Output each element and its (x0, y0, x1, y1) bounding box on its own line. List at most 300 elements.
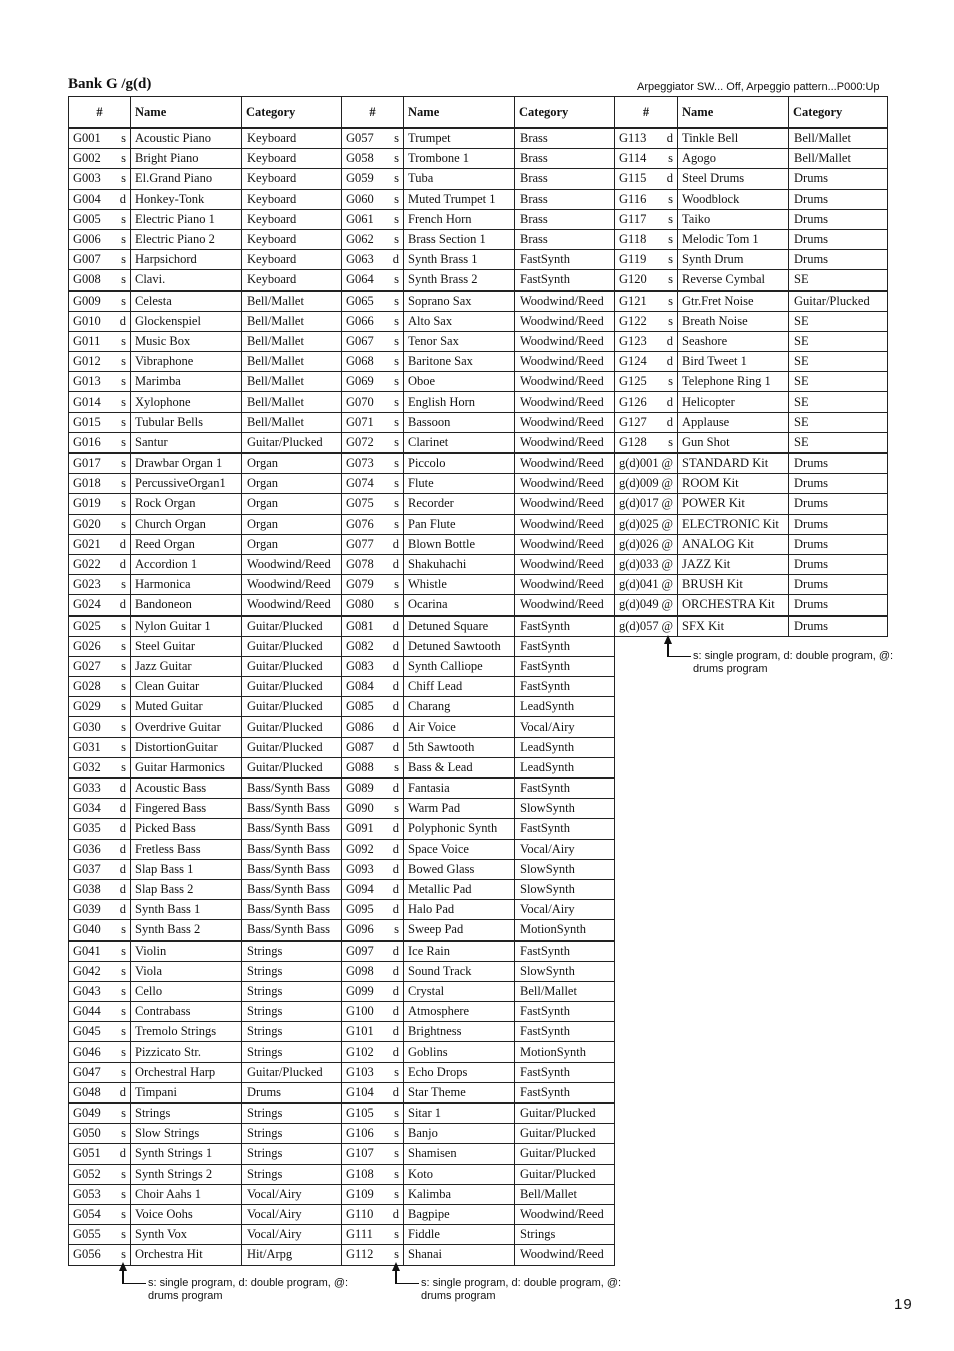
table-row (342, 859, 615, 879)
program-category: Drums (789, 209, 888, 229)
program-category: Bass/Synth Bass (242, 900, 342, 920)
program-number: G117 (615, 209, 662, 229)
program-type: d (116, 311, 131, 331)
program-category: Woodwind/Reed (515, 554, 615, 574)
program-type: s (389, 1124, 404, 1144)
program-name: English Horn (404, 392, 515, 412)
program-type: d (389, 1022, 404, 1042)
program-name: Reverse Cymbal (678, 270, 789, 291)
program-number: G005 (69, 209, 116, 229)
table-row (69, 717, 342, 737)
program-name: DistortionGuitar (131, 737, 242, 757)
program-category: Bass/Synth Bass (242, 920, 342, 941)
program-type: s (389, 352, 404, 372)
table-row (69, 1164, 342, 1184)
table-row (342, 1245, 615, 1265)
program-category: FastSynth (515, 656, 615, 676)
program-type: d (389, 717, 404, 737)
program-name: Shakuhachi (404, 554, 515, 574)
program-category: Bass/Synth Bass (242, 819, 342, 839)
table-row (69, 900, 342, 920)
program-category: LeadSynth (515, 737, 615, 757)
program-name: Sweep Pad (404, 920, 515, 941)
program-type: d (116, 799, 131, 819)
program-number: g(d)041 (615, 575, 662, 595)
program-type: @ (662, 595, 678, 616)
program-number: G090 (342, 799, 389, 819)
program-number: G067 (342, 331, 389, 351)
program-number: G083 (342, 656, 389, 676)
program-type: s (389, 189, 404, 209)
program-category: Keyboard (242, 229, 342, 249)
program-number: G092 (342, 839, 389, 859)
program-category: Drums (789, 453, 888, 474)
program-category: Bell/Mallet (242, 372, 342, 392)
program-number: G053 (69, 1184, 116, 1204)
table-row (342, 819, 615, 839)
program-name: SFX Kit (678, 616, 789, 637)
table-row (342, 920, 615, 941)
program-name: Timpani (131, 1082, 242, 1103)
program-name: El.Grand Piano (131, 169, 242, 189)
table-row (342, 1082, 615, 1103)
program-type: d (389, 554, 404, 574)
program-category: Drums (789, 189, 888, 209)
program-category: Guitar/Plucked (242, 697, 342, 717)
program-category: FastSynth (515, 941, 615, 962)
program-category: Woodwind/Reed (242, 554, 342, 574)
table-row (342, 677, 615, 697)
program-type: d (116, 859, 131, 879)
program-type: @ (662, 616, 678, 637)
program-number: G021 (69, 534, 116, 554)
program-category: Drums (242, 1082, 342, 1103)
program-name: Brightness (404, 1022, 515, 1042)
program-type: s (389, 432, 404, 453)
table-row (342, 595, 615, 616)
program-name: Pan Flute (404, 514, 515, 534)
program-type: @ (662, 534, 678, 554)
program-name: Strings (131, 1103, 242, 1124)
table-row (615, 514, 888, 534)
table-row (69, 819, 342, 839)
program-name: Tremolo Strings (131, 1022, 242, 1042)
table-row (615, 229, 888, 249)
program-name: Tenor Sax (404, 331, 515, 351)
program-name: Reed Organ (131, 534, 242, 554)
table-row (342, 778, 615, 799)
program-number: g(d)017 (615, 494, 662, 514)
program-number: G034 (69, 799, 116, 819)
program-name: Steel Drums (678, 169, 789, 189)
program-number: G061 (342, 209, 389, 229)
table-row (342, 291, 615, 312)
table-row (615, 270, 888, 291)
table-row (615, 432, 888, 453)
program-type: d (389, 1042, 404, 1062)
program-type: s (389, 128, 404, 149)
program-category: Organ (242, 514, 342, 534)
program-number: G105 (342, 1103, 389, 1124)
table-row (615, 331, 888, 351)
program-number: G039 (69, 900, 116, 920)
program-name: Bright Piano (131, 149, 242, 169)
program-type: s (389, 453, 404, 474)
program-number: G002 (69, 149, 116, 169)
program-type: s (389, 1225, 404, 1245)
program-type: s (662, 189, 678, 209)
program-number: G036 (69, 839, 116, 859)
program-type: s (116, 149, 131, 169)
program-category: Guitar/Plucked (242, 1062, 342, 1082)
table-row (69, 1144, 342, 1164)
table-row (342, 412, 615, 432)
program-number: G101 (342, 1022, 389, 1042)
program-number: G094 (342, 879, 389, 899)
program-number: G118 (615, 229, 662, 249)
program-number: G097 (342, 941, 389, 962)
program-category: Guitar/Plucked (242, 717, 342, 737)
program-type: s (662, 432, 678, 453)
program-name: Koto (404, 1164, 515, 1184)
program-category: Drums (789, 575, 888, 595)
program-name: Clarinet (404, 432, 515, 453)
program-number: G046 (69, 1042, 116, 1062)
program-number: G049 (69, 1103, 116, 1124)
table-row (69, 575, 342, 595)
program-number: G032 (69, 757, 116, 778)
table-row (342, 331, 615, 351)
program-type: s (662, 250, 678, 270)
table-row (69, 1042, 342, 1062)
table-row (615, 595, 888, 616)
program-type: s (662, 291, 678, 312)
table-row (615, 412, 888, 432)
program-number: G041 (69, 941, 116, 962)
program-name: Recorder (404, 494, 515, 514)
program-number: G011 (69, 331, 116, 351)
table-row (342, 554, 615, 574)
table-row (69, 737, 342, 757)
program-type: s (116, 209, 131, 229)
program-name: Glockenspiel (131, 311, 242, 331)
program-category: Drums (789, 229, 888, 249)
program-category: SE (789, 270, 888, 291)
program-name: Harmonica (131, 575, 242, 595)
program-category: Keyboard (242, 169, 342, 189)
program-name: Vibraphone (131, 352, 242, 372)
program-number: G074 (342, 474, 389, 494)
program-type: d (389, 778, 404, 799)
program-category: Bell/Mallet (242, 331, 342, 351)
table-row (342, 1022, 615, 1042)
program-type: s (389, 799, 404, 819)
table-row (615, 554, 888, 574)
program-type: s (116, 1103, 131, 1124)
program-type: s (389, 372, 404, 392)
program-type: s (116, 291, 131, 312)
program-name: Baritone Sax (404, 352, 515, 372)
program-category: Strings (242, 1002, 342, 1022)
program-type: s (116, 432, 131, 453)
program-number: g(d)057 (615, 616, 662, 637)
program-number: G047 (69, 1062, 116, 1082)
program-category: FastSynth (515, 778, 615, 799)
program-category: Bell/Mallet (242, 311, 342, 331)
program-type: s (116, 636, 131, 656)
program-number: G013 (69, 372, 116, 392)
program-type: d (389, 900, 404, 920)
program-name: Fiddle (404, 1225, 515, 1245)
program-name: Halo Pad (404, 900, 515, 920)
program-number: G051 (69, 1144, 116, 1164)
program-number: G084 (342, 677, 389, 697)
program-category: Bell/Mallet (242, 412, 342, 432)
program-type: s (116, 453, 131, 474)
program-category: SE (789, 331, 888, 351)
table-header (69, 97, 342, 129)
header-number: # (69, 97, 131, 129)
program-number: G068 (342, 352, 389, 372)
program-category: Brass (515, 229, 615, 249)
program-type: s (389, 229, 404, 249)
table-row (615, 352, 888, 372)
table-row (69, 169, 342, 189)
program-type: s (389, 1164, 404, 1184)
table-row (342, 1042, 615, 1062)
program-number: G027 (69, 656, 116, 676)
program-category: Drums (789, 534, 888, 554)
table-row (69, 920, 342, 941)
program-name: Accordion 1 (131, 554, 242, 574)
program-table-2 (341, 96, 615, 1266)
program-name: Slow Strings (131, 1124, 242, 1144)
program-type: s (389, 1062, 404, 1082)
program-category: Guitar/Plucked (789, 291, 888, 312)
program-name: Shamisen (404, 1144, 515, 1164)
table-row (69, 879, 342, 899)
program-category: Woodwind/Reed (515, 1204, 615, 1224)
table-row (615, 534, 888, 554)
program-type: d (389, 534, 404, 554)
legend-note-2: s: single program, d: double program, @: drums program (421, 1277, 622, 1302)
program-type: s (116, 392, 131, 412)
program-number: G077 (342, 534, 389, 554)
program-number: G103 (342, 1062, 389, 1082)
program-name: Applause (678, 412, 789, 432)
table-row (342, 1124, 615, 1144)
program-category: Bass/Synth Bass (242, 778, 342, 799)
table-row (69, 1184, 342, 1204)
program-number: G119 (615, 250, 662, 270)
program-number: G082 (342, 636, 389, 656)
program-number: G073 (342, 453, 389, 474)
table-row (69, 352, 342, 372)
program-category: Organ (242, 474, 342, 494)
header-number: # (615, 97, 678, 129)
program-type: d (116, 879, 131, 899)
program-name: Bassoon (404, 412, 515, 432)
table-row (69, 331, 342, 351)
program-name: Chiff Lead (404, 677, 515, 697)
program-name: Shanai (404, 1245, 515, 1265)
program-type: d (389, 250, 404, 270)
program-category: Woodwind/Reed (515, 392, 615, 412)
program-number: G124 (615, 352, 662, 372)
program-type: s (116, 575, 131, 595)
program-type: s (389, 291, 404, 312)
program-number: g(d)026 (615, 534, 662, 554)
program-number: G035 (69, 819, 116, 839)
program-type: s (116, 961, 131, 981)
program-number: G126 (615, 392, 662, 412)
program-category: SE (789, 352, 888, 372)
program-type: @ (662, 554, 678, 574)
program-category: Bell/Mallet (789, 149, 888, 169)
program-name: Agogo (678, 149, 789, 169)
program-name: BRUSH Kit (678, 575, 789, 595)
table-row (69, 432, 342, 453)
program-number: G127 (615, 412, 662, 432)
program-number: G099 (342, 981, 389, 1001)
program-name: Fantasia (404, 778, 515, 799)
table-row (615, 494, 888, 514)
program-category: Woodwind/Reed (515, 311, 615, 331)
program-category: Keyboard (242, 149, 342, 169)
program-name: Alto Sax (404, 311, 515, 331)
program-name: Slap Bass 1 (131, 859, 242, 879)
program-name: ANALOG Kit (678, 534, 789, 554)
program-category: Woodwind/Reed (515, 352, 615, 372)
program-number: g(d)049 (615, 595, 662, 616)
program-category: Guitar/Plucked (242, 677, 342, 697)
program-number: G048 (69, 1082, 116, 1103)
program-table-1 (68, 96, 342, 1266)
program-number: G088 (342, 757, 389, 778)
table-row (69, 453, 342, 474)
table-row (342, 900, 615, 920)
program-number: G059 (342, 169, 389, 189)
table-row (342, 432, 615, 453)
table-row (342, 1103, 615, 1124)
program-type: s (116, 331, 131, 351)
program-category: Guitar/Plucked (242, 636, 342, 656)
program-name: Electric Piano 1 (131, 209, 242, 229)
program-number: G125 (615, 372, 662, 392)
arrow-leader (667, 656, 691, 657)
header-number: # (342, 97, 404, 129)
program-type: d (389, 859, 404, 879)
program-category: Guitar/Plucked (515, 1124, 615, 1144)
program-name: Overdrive Guitar (131, 717, 242, 737)
program-number: G018 (69, 474, 116, 494)
program-number: G076 (342, 514, 389, 534)
table-row (69, 1124, 342, 1144)
table-row (615, 189, 888, 209)
program-category: Vocal/Airy (242, 1184, 342, 1204)
program-name: Santur (131, 432, 242, 453)
table-row (342, 1225, 615, 1245)
program-category: Strings (242, 1144, 342, 1164)
program-category: Woodwind/Reed (515, 453, 615, 474)
program-type: s (116, 1042, 131, 1062)
table-row (69, 941, 342, 962)
program-category: Drums (789, 474, 888, 494)
program-type: s (116, 717, 131, 737)
table-row (342, 961, 615, 981)
program-name: Orchestral Harp (131, 1062, 242, 1082)
program-type: d (116, 900, 131, 920)
program-name: Kalimba (404, 1184, 515, 1204)
table-row (615, 372, 888, 392)
program-category: Vocal/Airy (242, 1225, 342, 1245)
program-number: G087 (342, 737, 389, 757)
program-category: SlowSynth (515, 859, 615, 879)
program-number: G107 (342, 1144, 389, 1164)
program-category: MotionSynth (515, 1042, 615, 1062)
program-number: G112 (342, 1245, 389, 1265)
header-name: Name (404, 97, 515, 129)
program-category: LeadSynth (515, 757, 615, 778)
table-row (69, 697, 342, 717)
program-number: G063 (342, 250, 389, 270)
program-type: s (116, 1164, 131, 1184)
program-type: s (116, 941, 131, 962)
program-category: FastSynth (515, 616, 615, 637)
header-category: Category (789, 97, 888, 129)
program-number: G057 (342, 128, 389, 149)
program-number: G033 (69, 778, 116, 799)
program-number: G014 (69, 392, 116, 412)
table-row (615, 169, 888, 189)
program-type: d (116, 1144, 131, 1164)
program-number: G064 (342, 270, 389, 291)
program-type: s (116, 1245, 131, 1265)
program-type: s (389, 331, 404, 351)
program-name: POWER Kit (678, 494, 789, 514)
program-number: G106 (342, 1124, 389, 1144)
table-row (342, 250, 615, 270)
table-row (342, 1204, 615, 1224)
program-number: G023 (69, 575, 116, 595)
program-name: Guitar Harmonics (131, 757, 242, 778)
program-name: Warm Pad (404, 799, 515, 819)
program-name: Detuned Square (404, 616, 515, 637)
program-type: @ (662, 575, 678, 595)
program-number: G080 (342, 595, 389, 616)
program-name: Gun Shot (678, 432, 789, 453)
program-category: Woodwind/Reed (515, 412, 615, 432)
table-row (342, 636, 615, 656)
program-category: Drums (789, 494, 888, 514)
program-name: Oboe (404, 372, 515, 392)
program-type: d (389, 1002, 404, 1022)
program-name: Breath Noise (678, 311, 789, 331)
table-row (342, 514, 615, 534)
program-number: G029 (69, 697, 116, 717)
program-type: s (116, 494, 131, 514)
program-category: Drums (789, 554, 888, 574)
program-number: G093 (342, 859, 389, 879)
program-name: Flute (404, 474, 515, 494)
program-type: d (389, 697, 404, 717)
program-number: G062 (342, 229, 389, 249)
header-name: Name (678, 97, 789, 129)
program-number: G071 (342, 412, 389, 432)
program-type: s (116, 697, 131, 717)
program-name: Metallic Pad (404, 879, 515, 899)
program-name: Banjo (404, 1124, 515, 1144)
